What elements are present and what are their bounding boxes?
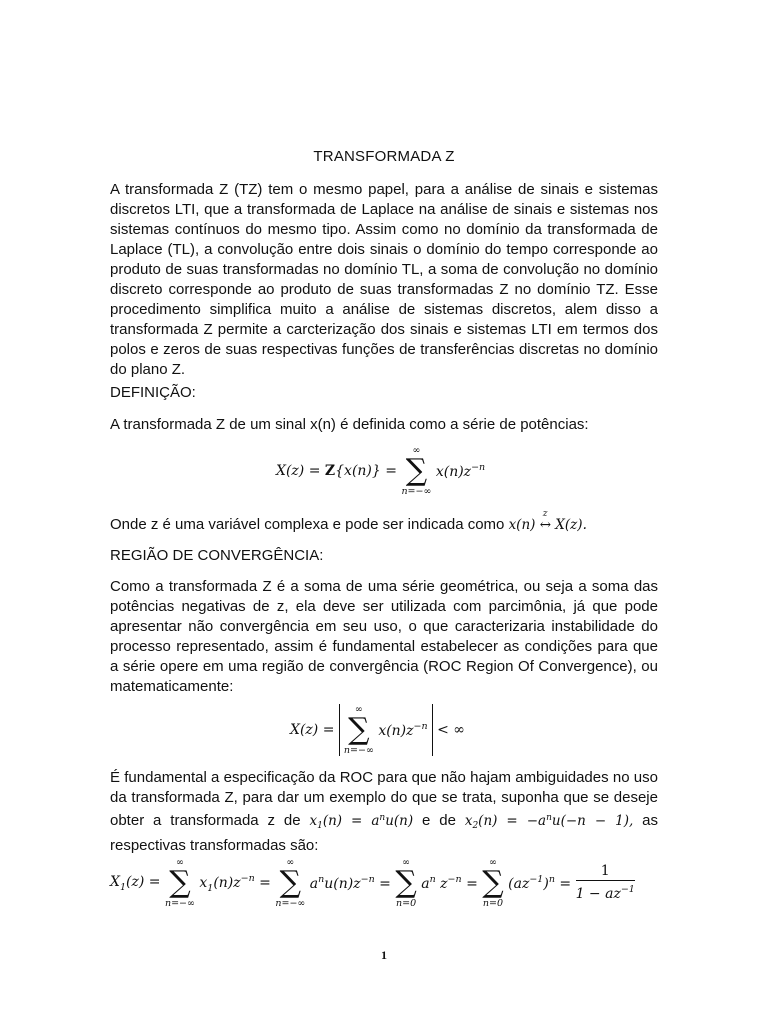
definicao-heading: DEFINIÇÃO:: [110, 384, 196, 401]
roc-equation: X(z) = ∞ ∑ n=−∞ $x(n)z^{-n}$ < ∞: [290, 704, 465, 756]
definicao-text: A transformada Z de um sinal x(n) é definida como a série de potências:: [110, 416, 589, 433]
absolute-value-bars: ∞ ∑ n=−∞ $x(n)z^{-n}$: [339, 704, 433, 756]
summation-symbol: ∞ ∑ n=−∞: [401, 445, 432, 497]
x1-transform-equation: $X_1(z)$ = ∞ ∑ n=−∞ $x_1(n)z^{-n}$ = ∞ ∑ n=−∞ $a^nu(n)z^{-n}$ = ∞ ∑ n=0 $a^n$ $z^{-n}$ = ∞ ∑ n=0 $(az^{-1})^n$ = $\frac{1}{1 - az^{-1}}$: [110, 857, 635, 909]
page-number: 1: [381, 948, 387, 962]
onde-text: Onde z é uma variável complexa e pode ser indicada como x(n) z ↔ X(z).: [110, 509, 587, 533]
signal-x1-definition: $x_1(n) = a^nu(n)$: [309, 813, 414, 831]
geometric-sum-fraction: $\frac{1}{1 - az^{-1}}$: [575, 863, 635, 902]
intro-paragraph: A transformada Z (TZ) tem o mesmo papel, para a análise de sinais e sistemas discretos LTI, que a transformada de Laplace na análise de sinais e sistemas nos sistemas contínuos do mesmo tipo. Assim como no domínio da transformada de Laplace (TL), a convolução entre dois sinais o domínio do tempo corresponde ao produto de suas transformadas no domínio TL, a soma de convolução no domínio discreto corresponde ao produto de suas transformadas Z no domínio TZ. Esse procedimento simplifica muito a análise de sistemas discretos, alem disso a transformada Z permite a carcterização dos sinais e sistemas LTI em termos dos polos e zeros de suas respectivas funções de transferências discretas no domínio do plano Z.: [110, 181, 658, 378]
signal-x2-definition: $x_2(n) = -a^nu(-n - 1)$,: [464, 813, 634, 831]
definition-equation: X(z) = 𝐙{x(n)} = ∞ ∑ n=−∞ $x(n)z^{-n}$: [276, 445, 486, 497]
roc-paragraph: Como a transformada Z é a soma de uma série geométrica, ou seja a soma das potências negativas de z, ela deve ser utilizada com parcimônia, já que pode apresentar não convergência em seu uso, o que caracterizaria instabilidade do processo representado, assim é fundamental estabelecer as condições para que a série opere em uma região de convergência (ROC Region Of Convergence), ou matematicamente:: [110, 578, 658, 695]
document-title: TRANSFORMADA Z: [313, 148, 455, 165]
roc-heading: REGIÃO DE CONVERGÊNCIA:: [110, 547, 324, 564]
transform-pair-notation: x(n) z ↔ X(z).: [508, 509, 587, 533]
exemplo-paragraph: É fundamental a especificação da ROC para que não hajam ambiguidades no uso da transformada Z, para dar um exemplo do que se trata, suponha que se deseje obter a transformada z de $x_1(n) = a^nu(n)$ e de $x_2(n) = -a^nu(-n - 1)$, as respectivas transformadas são:: [110, 769, 659, 854]
